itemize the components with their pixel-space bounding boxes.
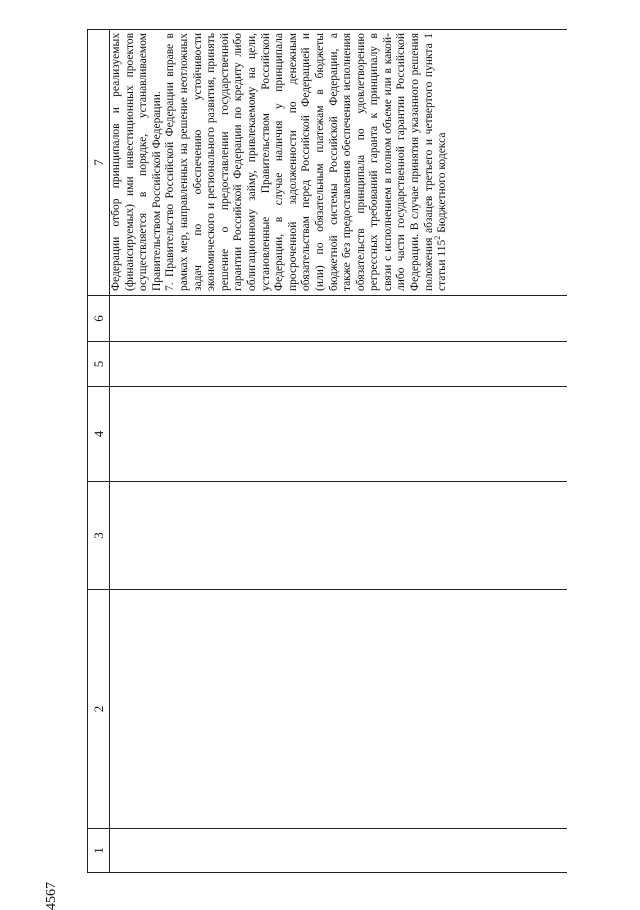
- column-header-4: 4: [88, 387, 110, 482]
- table-row: [110, 30, 568, 873]
- paragraph-continuation: Федерации отбор принципалов и реализуемых (финансируемых) ими инвестиционных проектов осуществляется в порядке, устанавливаемом Правительством Российской Федерации.: [110, 33, 163, 291]
- cell-2: [110, 590, 568, 829]
- cell-5: [110, 342, 568, 387]
- column-header-5: 5: [88, 342, 110, 387]
- page-number-wrap: [22, 470, 59, 910]
- cell-3: [110, 482, 568, 590]
- document-table-rotated: [87, 30, 567, 873]
- column-7-text: [110, 30, 450, 295]
- cell-4: [110, 387, 568, 482]
- column-header-3: 3: [88, 482, 110, 590]
- column-header-6: 6: [88, 296, 110, 342]
- column-header-2: 2: [88, 590, 110, 829]
- document-table: [87, 29, 567, 873]
- cell-6: [110, 296, 568, 342]
- table-header-row: [88, 30, 110, 873]
- column-header-7: 7: [88, 30, 110, 296]
- paragraph-item-7-tail: Бюджетного кодекса: [436, 132, 449, 236]
- paragraph-item-7: [164, 33, 449, 291]
- column-header-1: 1: [88, 829, 110, 873]
- page-number: 4567: [44, 882, 59, 910]
- paragraph-item-7-text: 7. Правительство Российской Федерации вправе в рамках мер, направленных на решение неотложных задач по обеспечению устойчивости экономического и регионального развития, принять решение о предоставлении государственной гарантии Российской Федерации по кредиту либо облигационному займу, привлекаемому на цели, установленные Правительством Российской Федерации, в случае наличия у принципала просроченной задолженности по денежным обязательствам перед Российской Федерацией и (или) по обязательным платежам в бюджеты бюджетной системы Российской Федерации, а также без предоставления обеспечения исполнения обязательств принципала по удовлетворению регрессных требований гаранта к принципалу в связи с исполнением в полном объеме или в какой-либо части государственной гарантии Российской Федерации. В случае принятия указанного решения положения абзацев третьего и четвертого пункта 1 статьи 115: [164, 33, 449, 291]
- cell-7: [110, 30, 568, 296]
- article-superscript: 2: [433, 235, 443, 240]
- cell-1: [110, 829, 568, 873]
